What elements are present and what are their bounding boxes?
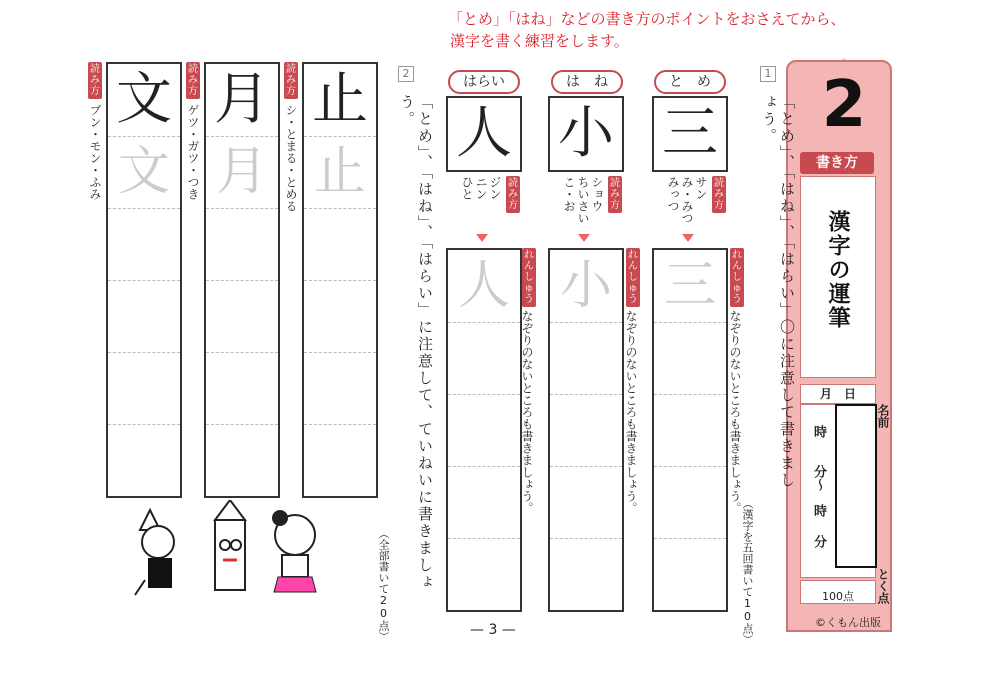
practice-label-jin: れんしゅう	[524, 250, 534, 305]
section1-number: 1	[760, 66, 776, 82]
reading-label-san: 読み方	[714, 178, 724, 211]
section1-instruction: 「とめ」、「はね」、「はらい」〇に注意して書きましょう。	[760, 94, 796, 489]
writing-grid-bun[interactable]	[106, 62, 182, 498]
reading-sho-1: ショウ	[590, 176, 604, 212]
reading-jin-1: ジン	[488, 176, 502, 200]
section2-points: （全部書いて20点）	[377, 528, 390, 642]
girl-mascot-icon	[272, 510, 316, 592]
reading-sho-3: こ・お	[562, 176, 576, 212]
writing-grid-shi[interactable]	[302, 62, 378, 498]
section2-number: 2	[398, 66, 414, 82]
copyright: ©くもん出版	[815, 616, 881, 629]
time-end-label: 分	[811, 535, 826, 548]
practice-grid-jin[interactable]	[446, 248, 522, 612]
trace-char-bun: 文	[117, 142, 170, 202]
page-number: — 3 —	[470, 622, 516, 638]
model-box-san	[652, 96, 728, 172]
model-char-shi: 止	[312, 67, 368, 132]
section2-instruction: 「とめ」、「はね」、「はらい」に注意して、ていねいに書きましょう。	[398, 94, 434, 591]
reading-jin-3: ひと	[460, 176, 474, 200]
date-field[interactable]: 月 日	[800, 384, 876, 404]
trace-char-sho: 小	[559, 256, 612, 316]
practice-grid-sho[interactable]	[548, 248, 624, 612]
pencil-mascot-icon	[215, 500, 245, 590]
model-box-jin	[446, 96, 522, 172]
model-char-getsu: 月	[214, 67, 270, 132]
cat-mascot-icon	[135, 510, 174, 595]
model-char-jin: 人	[456, 101, 512, 166]
arrow-down-icon	[578, 234, 590, 242]
trace-char-jin: 人	[457, 256, 510, 316]
reading-jin-2: ニン	[474, 176, 488, 200]
arrow-down-icon	[682, 234, 694, 242]
reading-bun: ブン・モン・ふみ	[88, 104, 102, 200]
reading-label-sho: 読み方	[610, 178, 620, 211]
time-range-label: 分〜 時	[811, 465, 826, 517]
practice-text-jin: なぞりのないところも書きましょう。	[520, 310, 534, 514]
writing-grid-getsu[interactable]	[204, 62, 280, 498]
name-field[interactable]	[835, 404, 877, 568]
score-label: とく点	[876, 568, 890, 604]
reading-getsu: ゲツ・ガツ・つき	[186, 104, 200, 200]
practice-text-sho: なぞりのないところも書きましょう。	[624, 310, 638, 514]
mascot-illustration	[130, 500, 330, 610]
model-char-san: 三	[662, 101, 718, 166]
tag-harai: はらい	[448, 70, 520, 94]
practice-grid-san[interactable]	[652, 248, 728, 612]
trace-char-shi: 止	[313, 142, 366, 202]
model-box-sho	[548, 96, 624, 172]
top-note	[448, 8, 846, 52]
lesson-number: 2	[821, 68, 867, 142]
practice-text-san: なぞりのないところも書きましょう。	[728, 310, 742, 514]
practice-label-sho: れんしゅう	[628, 250, 638, 305]
tag-hane: は ね	[551, 70, 623, 94]
score-field[interactable]: 100点	[800, 580, 876, 604]
lesson-title: 漢字の運筆	[825, 210, 850, 330]
tag-tome: と め	[654, 70, 726, 94]
section1-points: （漢字を五回書いて10点）	[741, 498, 754, 645]
top-note-line2: 漢字を書く練習をします。	[450, 32, 629, 50]
time-start-label: 時	[811, 425, 826, 438]
reading-label-jin: 読み方	[508, 178, 518, 211]
reading-san-1: サン	[694, 176, 708, 200]
reading-shi: シ・とまる・とめる	[284, 104, 298, 212]
category-badge: 書き方	[800, 152, 874, 174]
model-char-bun: 文	[116, 67, 172, 132]
model-char-sho: 小	[558, 101, 614, 166]
top-note-line1: 「とめ」「はね」などの書き方のポイントをおさえてから、	[448, 10, 846, 28]
trace-char-getsu: 月	[215, 142, 268, 202]
practice-label-san: れんしゅう	[732, 250, 742, 305]
reading-sho-2: ちいさい	[576, 176, 590, 224]
name-label: 名前	[876, 404, 890, 428]
reading-label-bun: 読み方	[90, 64, 100, 97]
reading-san-2: み・みつ	[680, 176, 694, 224]
arrow-down-icon	[476, 234, 488, 242]
trace-char-san: 三	[663, 256, 716, 316]
reading-san-3: みっつ	[666, 176, 680, 212]
reading-label-shi: 読み方	[286, 64, 296, 97]
reading-label-getsu: 読み方	[188, 64, 198, 97]
